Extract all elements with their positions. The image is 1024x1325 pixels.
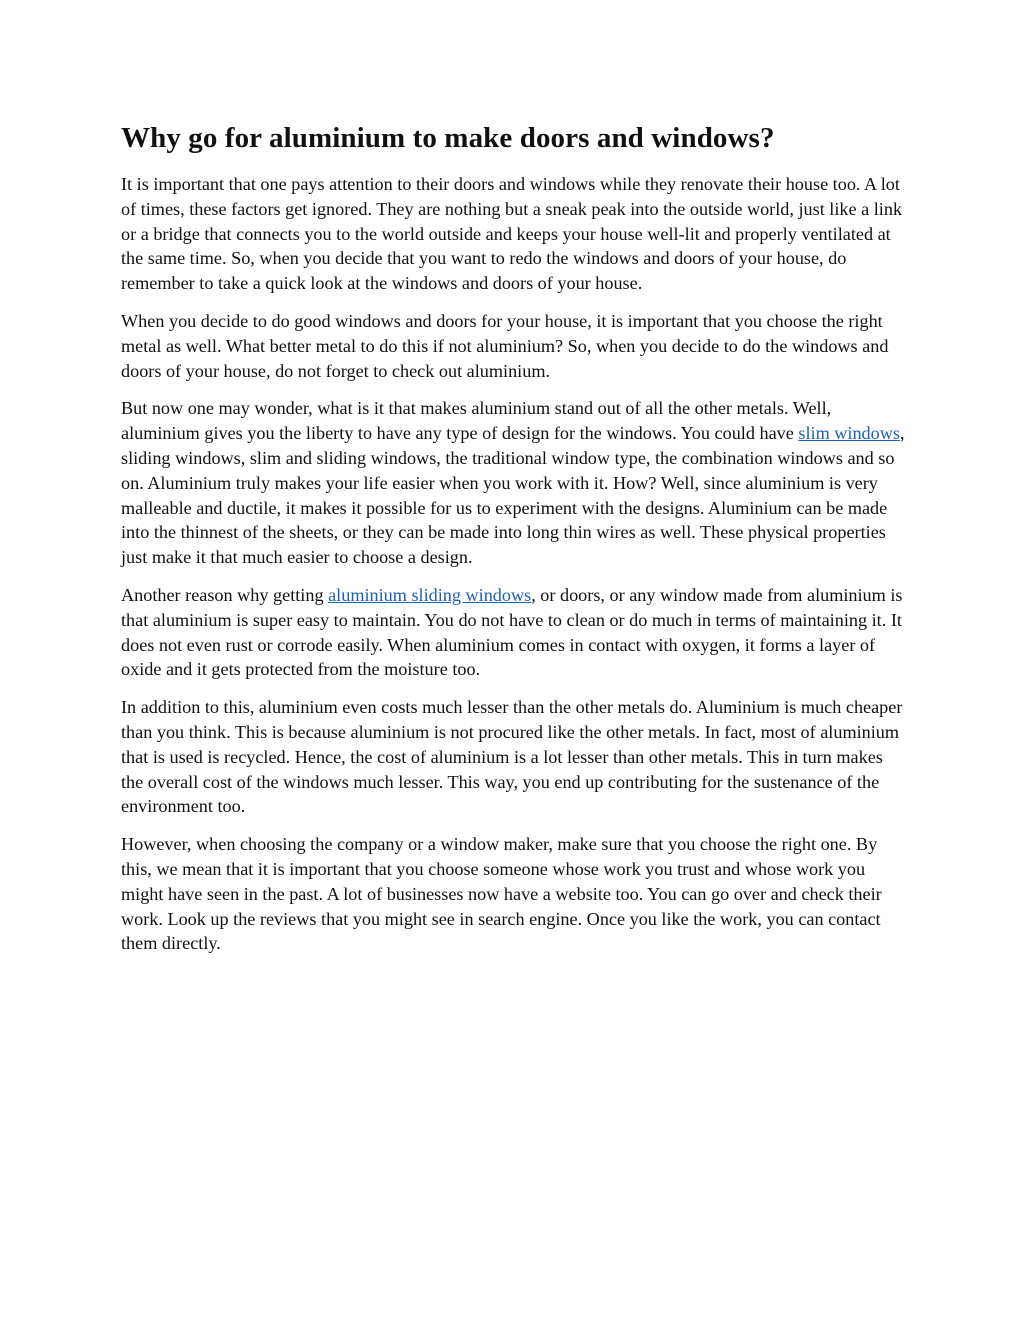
paragraph-intro: It is important that one pays attention to their doors and windows while they renovate their house too. A lot of times, these factors get ignored. They are nothing but a sneak peak into the outside world, just like a link or a bridge that connects you to the world outside and keeps your house well-lit and properly ventilated at the same time. So, when you decide that you want to redo the windows and doors of your house, do remember to take a quick look at the windows and doors of your house. (121, 174, 903, 294)
paragraph-metal-choice: When you decide to do good windows and doors for your house, it is important that you choose the right metal as well. What better metal to do this if not aluminium? So, when you decide to do the windows and doors of your house, do not forget to check out aluminium. (121, 310, 889, 381)
paragraph-text: , or doors, or any window made from aluminium is that aluminium is super easy to maintain. You do not have to clean or do much in terms of maintaining it. It does not even rust or corrode easily. When aluminium comes in contact with oxygen, it forms a layer of oxide and it gets protected from the moisture too. (121, 584, 903, 680)
paragraph-design-liberty (121, 396, 907, 570)
document-page (121, 118, 907, 969)
paragraph-text: , sliding windows, slim and sliding windows, the traditional window type, the combination windows and so on. Aluminium truly makes your life easier when you work with it. How? Well, since aluminium is very malleable and ductile, it makes it possible for us to experiment with the designs. Aluminium can be made into the thinnest of the sheets, or they can be made into long thin wires as well. These physical properties just make it that much easier to choose a design. (121, 423, 905, 568)
paragraph-choosing-company: However, when choosing the company or a window maker, make sure that you choose the right one. By this, we mean that it is important that you choose someone whose work you trust and whose work you might have seen in the past. A lot of businesses now have a website too. You can go over and check their work. Look up the reviews that you might see in search engine. Once you like the work, you can contact them directly. (121, 834, 882, 954)
paragraph-text: Another reason why getting (121, 584, 329, 605)
paragraph-cost: In addition to this, aluminium even costs much lesser than the other metals do. Aluminium is much cheaper than you think. This is because aluminium is not procured like the other metals. In fact, most of aluminium that is used is recycled. Hence, the cost of aluminium is a lot lesser than other metals. This in turn makes the overall cost of the windows much lesser. This way, you end up contributing for the sustenance of the environment too. (121, 697, 903, 817)
paragraph-maintenance (121, 583, 907, 682)
aluminium-sliding-windows-link[interactable]: aluminium sliding windows (328, 584, 532, 605)
slim-windows-link[interactable]: slim windows (798, 423, 900, 444)
paragraph-text: But now one may wonder, what is it that makes aluminium stand out of all the other metals. Well, aluminium gives you the liberty to have any type of design for the windows. You could have (121, 398, 832, 444)
page-title: Why go for aluminium to make doors and windows? (121, 122, 775, 154)
